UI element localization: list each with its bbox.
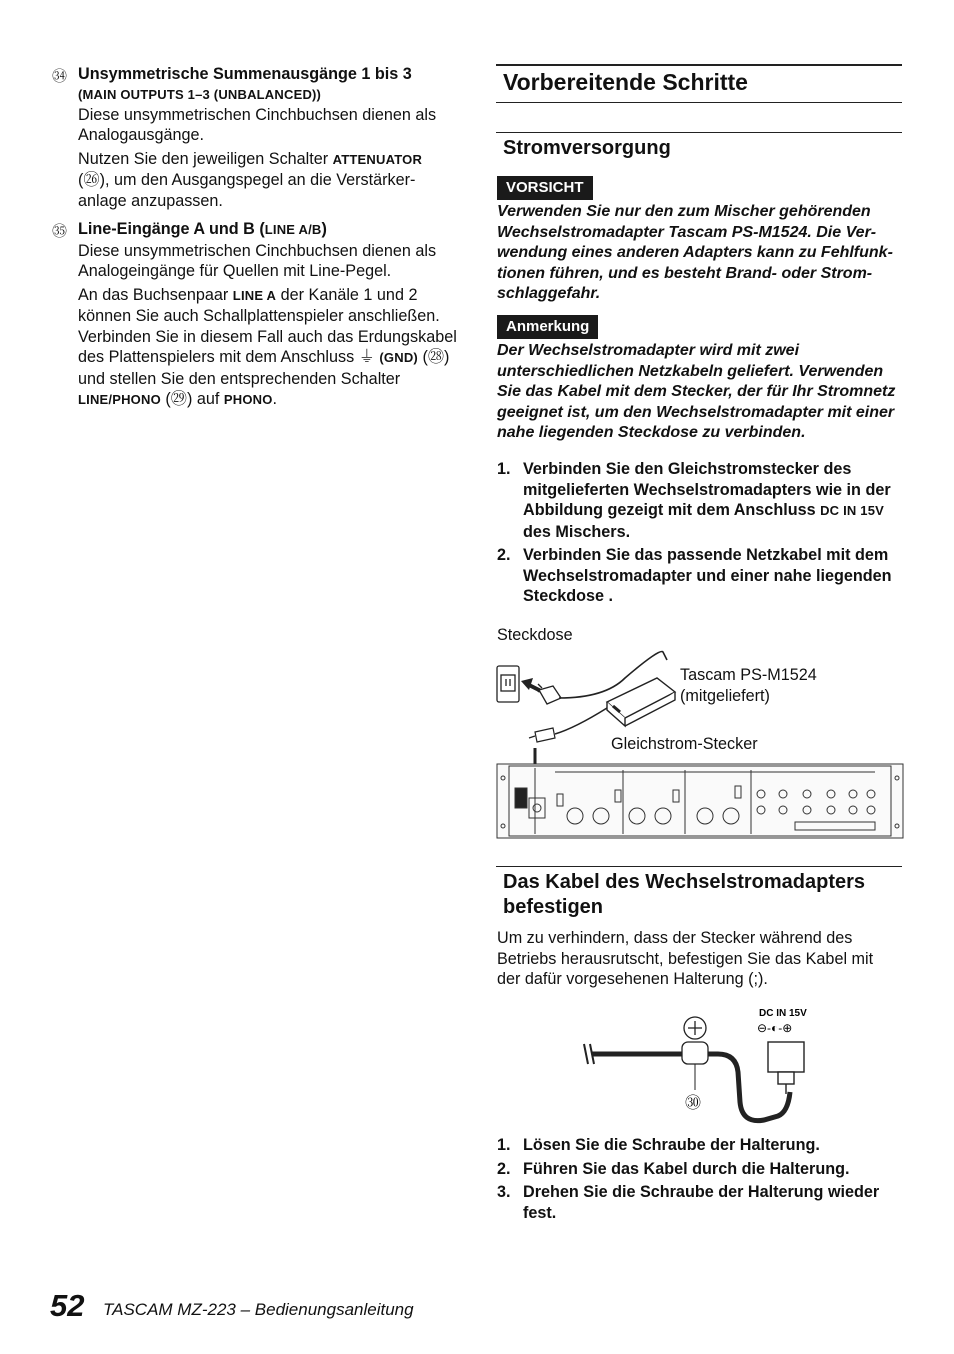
item-text: Diese unsymmetrischen Cinchbuchsen dienen als Analogausgänge. [78, 105, 437, 144]
title-rule-bottom [496, 102, 902, 103]
list-item: 3. Drehen Sie die Schraube der Halterung wieder fest. [497, 1183, 880, 1222]
section-text: Um zu verhindern, dass der Stecker während des Betriebs herausrutscht, befestigen Sie das Kabel mit der dafür vorgesehenen Halterung (;). [497, 929, 874, 988]
plug-icon [535, 684, 561, 704]
callout-number: ㉚ [685, 1095, 702, 1112]
page-number: 52 [50, 1288, 85, 1323]
item-title: Unsymmetrische Summenausgänge 1 bis 3 [78, 65, 412, 83]
steps-list [497, 1135, 902, 1223]
item-subtitle: (MAIN OUTPUTS 1–3 (UNBALANCED)) [78, 86, 322, 102]
connection-diagram [495, 648, 905, 840]
note-label: Anmerkung [497, 315, 598, 339]
dc-plug-icon [529, 728, 555, 742]
list-item: 2. Führen Sie das Kabel durch die Halterung. [497, 1159, 850, 1178]
note-text: Der Wechselstromadapter wird mit zwei unterschiedlichen Netzkabeln geliefert. Verwenden Sie das Kabel mit dem Stecker, der für Ihr Stromnetz geeignet ist, um den Wechselstromadapter mit einer nahe liegenden Steckdose zu verbinden. [497, 342, 896, 442]
adapter-label: Tascam PS-M1524 [680, 666, 817, 684]
socket-label: Steckdose [497, 626, 573, 644]
item-text: Diese unsymmetrischen Cinchbuchsen dienen als Analogeingänge für Quellen mit Line-Pegel. [78, 241, 437, 280]
item-marker: ㉞ [52, 68, 68, 85]
item-34 [52, 64, 457, 211]
dc-in-label: DC IN 15V [759, 1008, 807, 1019]
list-item: 1. Lösen Sie die Schraube der Halterung. [497, 1136, 820, 1154]
item-marker: ㉟ [52, 223, 68, 240]
list-item: 2. Verbinden Sie das passende Netzkabel mit dem Wechselstromadapter und einer nahe liegenden Steckdose . [497, 546, 892, 605]
item-title: Line-Eingänge A und B (LINE A/B) [78, 220, 327, 238]
section-heading: Das Kabel des Wechselstromadapters befestigen [503, 871, 866, 918]
mixer-rear-panel [497, 764, 903, 838]
steps-list [497, 459, 902, 607]
document-title: TASCAM MZ-223 – Bedienungsanleitung [103, 1300, 414, 1319]
cable-hook-diagram [578, 1002, 828, 1128]
section-rule [496, 132, 902, 133]
plug-label: Gleichstrom-Stecker [611, 735, 758, 753]
section-heading: Stromversorgung [503, 137, 671, 159]
screw-icon [682, 1017, 708, 1064]
item-35 [52, 219, 457, 411]
item-text: Nutzen Sie den jeweiligen Schalter ATTENUATOR (㉖), um den Ausgangspegel an die Verstärkeranlage anzupassen. [78, 149, 423, 210]
caution-text: Verwenden Sie nur den zum Mischer gehörenden Wechselstromadapter Tascam PS-M1524. Die Verwendung eines anderen Adapters kann zu Fehlfunktionen führen, und es besteht Brand- oder Stromschlaggefahr. [497, 203, 893, 303]
adapter-label: (mitgeliefert) [680, 687, 770, 705]
item-text: An das Buchsenpaar LINE A der Kanäle 1 und 2 können Sie auch Schallplattenspieler anschließen. Verbinden Sie in diesem Fall auch das Erdungskabel des Plattenspielers mit dem Anschluss ⏚ (GND) (㉘) und stellen Sie den entsprechenden Schalter LINE/PHONO (㉙) auf PHONO. [78, 285, 457, 408]
section-rule [496, 866, 902, 867]
title-rule-top [496, 64, 902, 66]
wall-socket-icon [497, 666, 519, 702]
polarity-symbol: ⊖-◐-⊕ [757, 1021, 793, 1035]
list-item: 1. Verbinden Sie den Gleichstromstecker des mitgelieferten Wechselstromadapters wie in der Abbildung gezeigt mit dem Anschluss DC IN 15V des Mischers. [497, 460, 891, 541]
dc-plug-icon [768, 1042, 804, 1094]
caution-label: VORSICHT [497, 176, 593, 200]
page-title: Vorbereitende Schritte [503, 69, 748, 95]
